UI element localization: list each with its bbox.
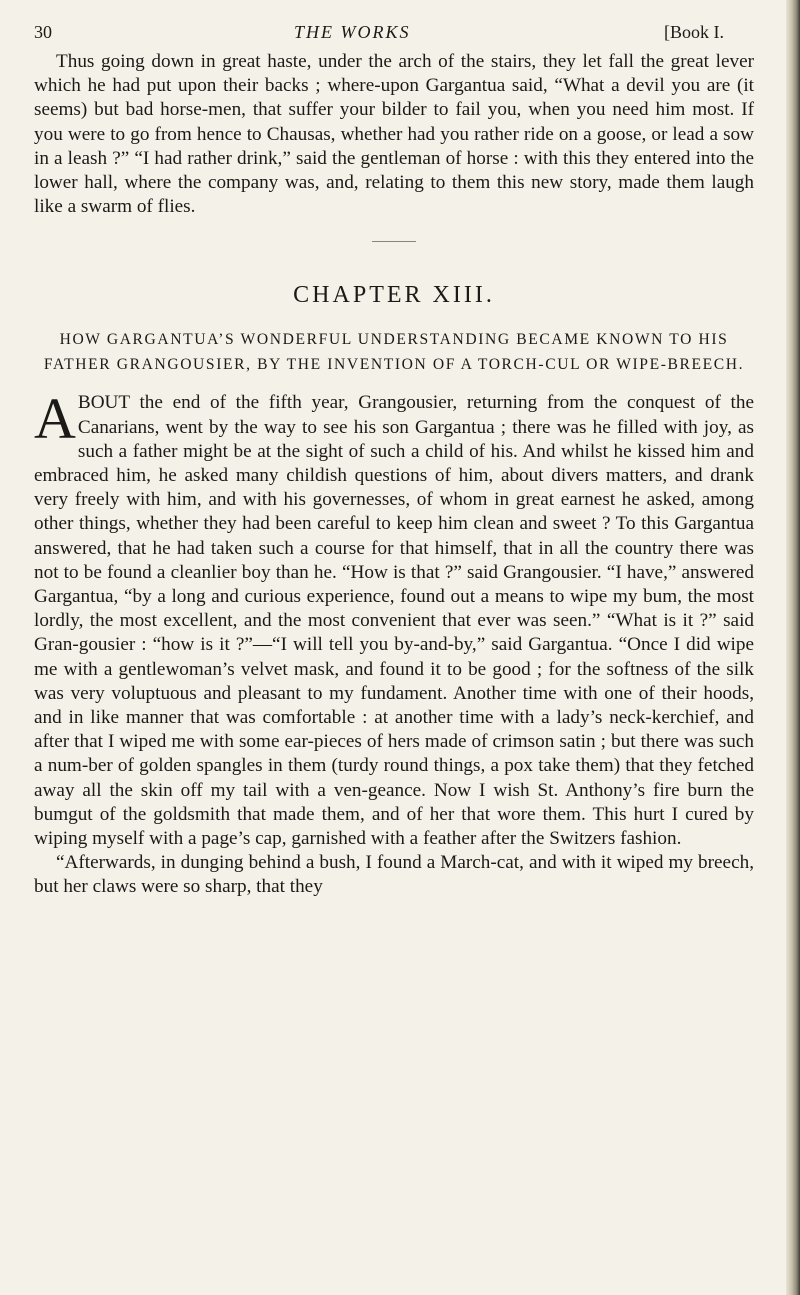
- page-number: 30: [34, 22, 52, 42]
- paragraph-2-text: BOUT the end of the fifth year, Grangousier, returning from the conquest of the Canarians, went by the way to see his son Gargantua ; there was he filled with joy, as such a father might be at the sight of such a child of his. And whilst he kissed him and embraced him, he asked many childish questions of him, about divers matters, and drank very freely with him, and with his governesses, of whom in great earnest he asked, among other things, whether they had been careful to keep him clean and sweet ? To this Gargantua answered, that he had taken such a course for that himself, that in all the country there was not to be found a cleanlier boy than he. “How is that ?” said Grangousier. “I have,” answered Gargantua, “by a long and curious experience, found out a means to wipe my bum, the most lordly, the most excellent, and the most convenient that ever was seen.” “What is it ?” said Gran-gousier : “how is it ?”—“I will tell you by-and-by,” said Gargantua. “Once I did wipe me with a gentlewoman’s velvet mask, and found it to be good ; for the softness of the silk was very voluptuous and pleasant to my fundament. Another time with one of their hoods, and in like manner that was comfortable : at another time with a lady’s neck-kerchief, and after that I wiped me with some ear-pieces of hers made of crimson satin ; but there was such a num-ber of golden spangles in them (turdy round things, a pox take them) that they fetched away all the skin off my tail with a ven-geance. Now I wish St. Anthony’s fire burn the bumgut of the goldsmith that made them, and of her that wore them. This hurt I cured by wiping myself with a page’s cap, garnished with a feather after the Switzers fashion.: [34, 392, 754, 850]
- paragraph-3: “Afterwards, in dunging behind a bush, I found a March-cat, and with it wiped my breech, but her claws were so sharp, that they: [34, 852, 754, 898]
- book-label: [Book I.: [664, 22, 724, 42]
- section-divider: [372, 241, 416, 242]
- page-edge-shadow: [786, 0, 800, 1295]
- running-head: [34, 22, 754, 48]
- chapter-subtitle: HOW GARGANTUA’S WONDERFUL UNDERSTANDING BECAME KNOWN TO HIS FATHER GRANGOUSIER, BY THE INVENTION OF A TORCH-CUL OR WIPE-BREECH.: [43, 331, 745, 374]
- running-title: THE WORKS: [294, 22, 411, 42]
- chapter-heading: CHAPTER XIII.: [293, 282, 495, 309]
- paragraph-2: [34, 386, 754, 851]
- book-page: [34, 22, 754, 900]
- paragraph-1: Thus going down in great haste, under the arch of the stairs, they let fall the great lever which he had put upon their backs ; where-upon Gargantua said, “What a devil you are (it seems) but bad horse-men, that suffer your bilder to fail you, when you need him most. If you were to go from hence to Chausas, whether had you rather ride on a goose, or lead a sow in a leash ?” “I had rather drink,” said the gentleman of horse : with this they entered into the lower hall, where the company was, and, relating to them this new story, made them laugh like a swarm of flies.: [34, 51, 754, 218]
- drop-cap: A: [34, 386, 76, 452]
